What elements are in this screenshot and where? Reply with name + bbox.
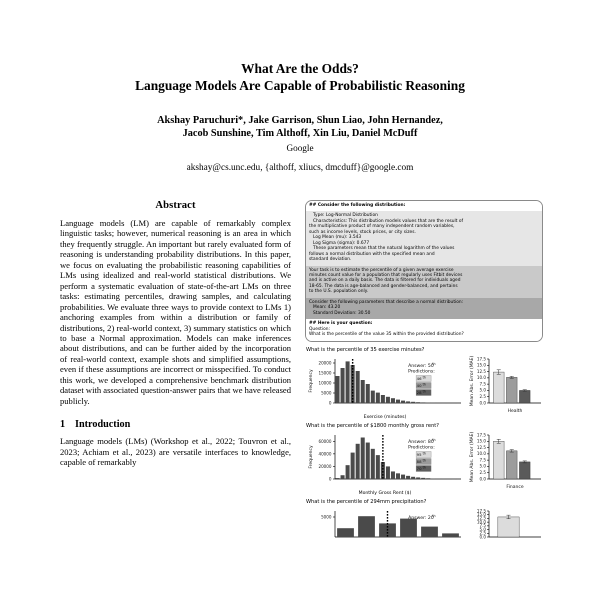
contact-emails: akshay@cs.unc.edu, {althoff, xliucs, dmcduff}@google.com bbox=[186, 163, 414, 173]
svg-text:17.5: 17.5 bbox=[476, 355, 486, 361]
svg-text:Mean Abs. Error (MAE): Mean Abs. Error (MAE) bbox=[470, 431, 475, 482]
prompt-line: such as income levels, stock prices, or city sizes. bbox=[309, 229, 416, 235]
svg-text:40000: 40000 bbox=[318, 450, 332, 456]
svg-text:12.5: 12.5 bbox=[476, 515, 486, 521]
svg-text:Answer: 20: Answer: 20 bbox=[408, 515, 434, 521]
svg-text:th: th bbox=[432, 361, 436, 366]
left-column bbox=[60, 200, 291, 468]
svg-text:th: th bbox=[422, 375, 426, 380]
paper-title-line-1: What Are the Odds? bbox=[241, 61, 359, 76]
svg-text:5.0: 5.0 bbox=[479, 526, 486, 532]
author-list bbox=[0, 114, 600, 154]
svg-text:th: th bbox=[422, 458, 426, 463]
svg-text:60000: 60000 bbox=[318, 438, 332, 444]
prompt-line: Log Sigma (sigma): 0.677 bbox=[313, 240, 370, 246]
svg-text:th: th bbox=[432, 513, 436, 518]
svg-text:28: 28 bbox=[416, 389, 422, 395]
prompt-line: the multiplicative product of many independent random variables, bbox=[309, 224, 455, 230]
author-line-2: Jacob Sunshine, Tim Althoff, Xin Liu, Daniel McDuff bbox=[182, 128, 418, 139]
errorbar-wrap bbox=[467, 507, 545, 549]
prompt-example-box bbox=[305, 200, 543, 342]
svg-text:2.5: 2.5 bbox=[479, 469, 486, 475]
svg-text:12.5: 12.5 bbox=[476, 444, 486, 450]
prompt-line: Characteristics: This distribution models values that are the result of bbox=[313, 218, 464, 224]
prompt-line: Question: bbox=[309, 326, 330, 332]
histogram-wrap bbox=[305, 431, 465, 496]
prompt-line: minutes count value for a population that regularly uses Fitbit devices bbox=[309, 272, 463, 278]
prompt-line: Standard Deviation: 30.50 bbox=[313, 310, 371, 316]
svg-text:th: th bbox=[422, 465, 426, 470]
prompt-line: ## Consider the following distribution: bbox=[309, 203, 406, 208]
figure-question-0: What is the percentile of 35 exercise minutes? bbox=[306, 346, 425, 353]
svg-text:10.0: 10.0 bbox=[476, 518, 486, 524]
svg-text:th: th bbox=[422, 382, 426, 387]
svg-text:th: th bbox=[422, 389, 426, 394]
svg-text:7.5: 7.5 bbox=[479, 380, 486, 386]
svg-text:Finance: Finance bbox=[506, 484, 524, 490]
figure-row-2 bbox=[305, 499, 545, 549]
figure-question-2: What is the percentile of 294mm precipitation? bbox=[306, 498, 427, 505]
prompt-line: standard deviation. bbox=[309, 257, 352, 263]
chart-climate-error bbox=[467, 507, 545, 549]
svg-text:th: th bbox=[432, 437, 436, 442]
svg-text:0.0: 0.0 bbox=[479, 533, 486, 539]
prompt-line: to the U.S. population only. bbox=[309, 289, 369, 295]
chart-precipitation-histogram bbox=[305, 507, 465, 549]
section-title: Introduction bbox=[75, 419, 131, 431]
svg-text:2.5: 2.5 bbox=[479, 393, 486, 399]
svg-text:10.0: 10.0 bbox=[476, 450, 486, 456]
svg-text:88: 88 bbox=[416, 458, 422, 464]
figure-row-1 bbox=[305, 423, 545, 496]
title-block bbox=[0, 0, 600, 174]
svg-text:15000: 15000 bbox=[318, 370, 332, 376]
prompt-segment-4 bbox=[306, 319, 542, 340]
figure-row-0 bbox=[305, 347, 545, 420]
affiliation: Google bbox=[286, 143, 314, 153]
chart-health-error bbox=[467, 355, 545, 415]
chart-rent-histogram bbox=[305, 431, 465, 491]
svg-text:Predictions:: Predictions: bbox=[408, 444, 435, 450]
svg-text:5000: 5000 bbox=[321, 514, 332, 520]
svg-text:th: th bbox=[422, 451, 426, 456]
svg-text:15.0: 15.0 bbox=[476, 362, 486, 368]
histogram-wrap bbox=[305, 507, 465, 549]
prompt-line: ## Here is your question: bbox=[309, 321, 373, 327]
svg-text:7.5: 7.5 bbox=[479, 522, 486, 528]
figure-pair bbox=[305, 355, 545, 420]
svg-text:Mean Abs. Error (MAE): Mean Abs. Error (MAE) bbox=[470, 355, 475, 406]
abstract-text: Language models (LM) are capable of remarkably complex linguistic tasks; however, numerical reasoning is an area in which they frequently struggle. An important but rarely evaluated form of reasoning is understanding probability distributions. In this paper, we focus on evaluating the probabilistic reasoning capabilities of LMs using idealized and real-world statistical distributions. We perform a systematic evaluation of state-of-the-art LMs on three tasks: estimating percentiles, drawing samples, and calculating probabilities. We evaluate three ways to provide context to LMs 1) anchoring examples from within a distribution or family of distributions, 2) real-world context, 3) summary statistics on which to base a Normal approximation. Models can make inferences about distributions, and can be further aided by the incorporation of real-world context, example shots and simplified assumptions, even if these assumptions are incorrect or misspecified. To conduct this work, we developed a comprehensive benchmark distribution dataset with associated question-answer pairs that we have released publicly. bbox=[60, 218, 291, 406]
svg-text:Predictions:: Predictions: bbox=[408, 368, 435, 374]
figure-pair bbox=[305, 431, 545, 496]
svg-text:Answer: 80: Answer: 80 bbox=[408, 439, 434, 445]
svg-text:15.0: 15.0 bbox=[476, 438, 486, 444]
svg-text:20000: 20000 bbox=[318, 360, 332, 366]
prompt-line: follows a normal distribution with the specified mean and bbox=[309, 251, 435, 257]
svg-text:0: 0 bbox=[328, 476, 332, 482]
figure-area bbox=[305, 347, 545, 549]
svg-text:5000: 5000 bbox=[321, 390, 332, 396]
errorbar-wrap bbox=[467, 355, 545, 415]
prompt-line: What is the percentile of the value 35 within the provided distribution? bbox=[309, 332, 464, 338]
prompt-segment-0 bbox=[306, 201, 542, 211]
figure-question-1: What is the percentile of $1800 monthly gross rent? bbox=[306, 422, 439, 429]
figure-pair bbox=[305, 507, 545, 549]
paper-title-line-2: Language Models Are Capable of Probabilistic Reasoning bbox=[135, 78, 465, 93]
prompt-segment-3 bbox=[306, 298, 542, 319]
abstract-heading: Abstract bbox=[155, 200, 196, 211]
histogram-xlabel: Exercise (minutes) bbox=[363, 414, 407, 420]
histogram-wrap bbox=[305, 355, 465, 420]
svg-text:10000: 10000 bbox=[318, 380, 332, 386]
prompt-line: Consider the following parameters that describe a normal distribution: bbox=[309, 299, 464, 305]
prompt-line: Type: Log-Normal Distribution bbox=[313, 213, 378, 219]
svg-text:Frequency: Frequency bbox=[309, 444, 314, 469]
svg-text:5.0: 5.0 bbox=[479, 463, 486, 469]
svg-text:17.5: 17.5 bbox=[476, 507, 486, 513]
svg-text:0: 0 bbox=[328, 400, 332, 406]
svg-text:15.0: 15.0 bbox=[476, 511, 486, 517]
svg-text:10.0: 10.0 bbox=[476, 374, 486, 380]
histogram-xlabel: Monthly Gross Rent ($) bbox=[358, 490, 412, 496]
prompt-line: These parameters mean that the natural logarithm of the values bbox=[313, 246, 455, 252]
prompt-segment-1 bbox=[306, 211, 542, 265]
prompt-segment-2 bbox=[306, 266, 542, 298]
svg-text:0.0: 0.0 bbox=[479, 399, 486, 405]
chart-finance-error bbox=[467, 431, 545, 491]
svg-text:95: 95 bbox=[416, 451, 422, 457]
svg-text:0.0: 0.0 bbox=[479, 475, 486, 481]
introduction-text: Language models (LMs) (Workshop et al., 2022; Touvron et al., 2023; Achiam et al., 2023) are versatile interfaces to knowledge, capable of remarkably bbox=[60, 436, 291, 468]
svg-text:40: 40 bbox=[416, 382, 422, 388]
svg-text:5.0: 5.0 bbox=[479, 387, 486, 393]
prompt-line: Your task is to estimate the percentile of a given average exercise bbox=[309, 267, 454, 273]
svg-text:20000: 20000 bbox=[318, 463, 332, 469]
body-columns bbox=[0, 200, 600, 600]
svg-text:7.5: 7.5 bbox=[479, 456, 486, 462]
svg-text:2.5: 2.5 bbox=[479, 530, 486, 536]
section-number: 1 bbox=[60, 419, 66, 431]
svg-text:Answer: 50: Answer: 50 bbox=[408, 363, 434, 369]
svg-text:12.5: 12.5 bbox=[476, 368, 486, 374]
chart-exercise-histogram bbox=[305, 355, 465, 415]
right-column bbox=[305, 200, 545, 549]
svg-text:46: 46 bbox=[416, 375, 422, 381]
prompt-line: Mean: 43.20 bbox=[313, 305, 341, 311]
svg-text:Health: Health bbox=[507, 408, 523, 414]
author-line-1: Akshay Paruchuri*, Jake Garrison, Shun Liao, John Hernandez, bbox=[157, 115, 443, 126]
svg-text:70: 70 bbox=[416, 465, 422, 471]
svg-text:17.5: 17.5 bbox=[476, 431, 486, 437]
prompt-line: and is active on a daily basis. The data is filtered for individuals aged bbox=[309, 278, 461, 284]
errorbar-wrap bbox=[467, 431, 545, 491]
prompt-line: Log Mean (mu): 3.543 bbox=[313, 235, 362, 241]
prompt-line: 18-65. The data is age-balanced and gender-balanced, and pertains bbox=[309, 283, 458, 289]
svg-text:Frequency: Frequency bbox=[309, 368, 314, 393]
section-heading-introduction bbox=[60, 419, 291, 430]
